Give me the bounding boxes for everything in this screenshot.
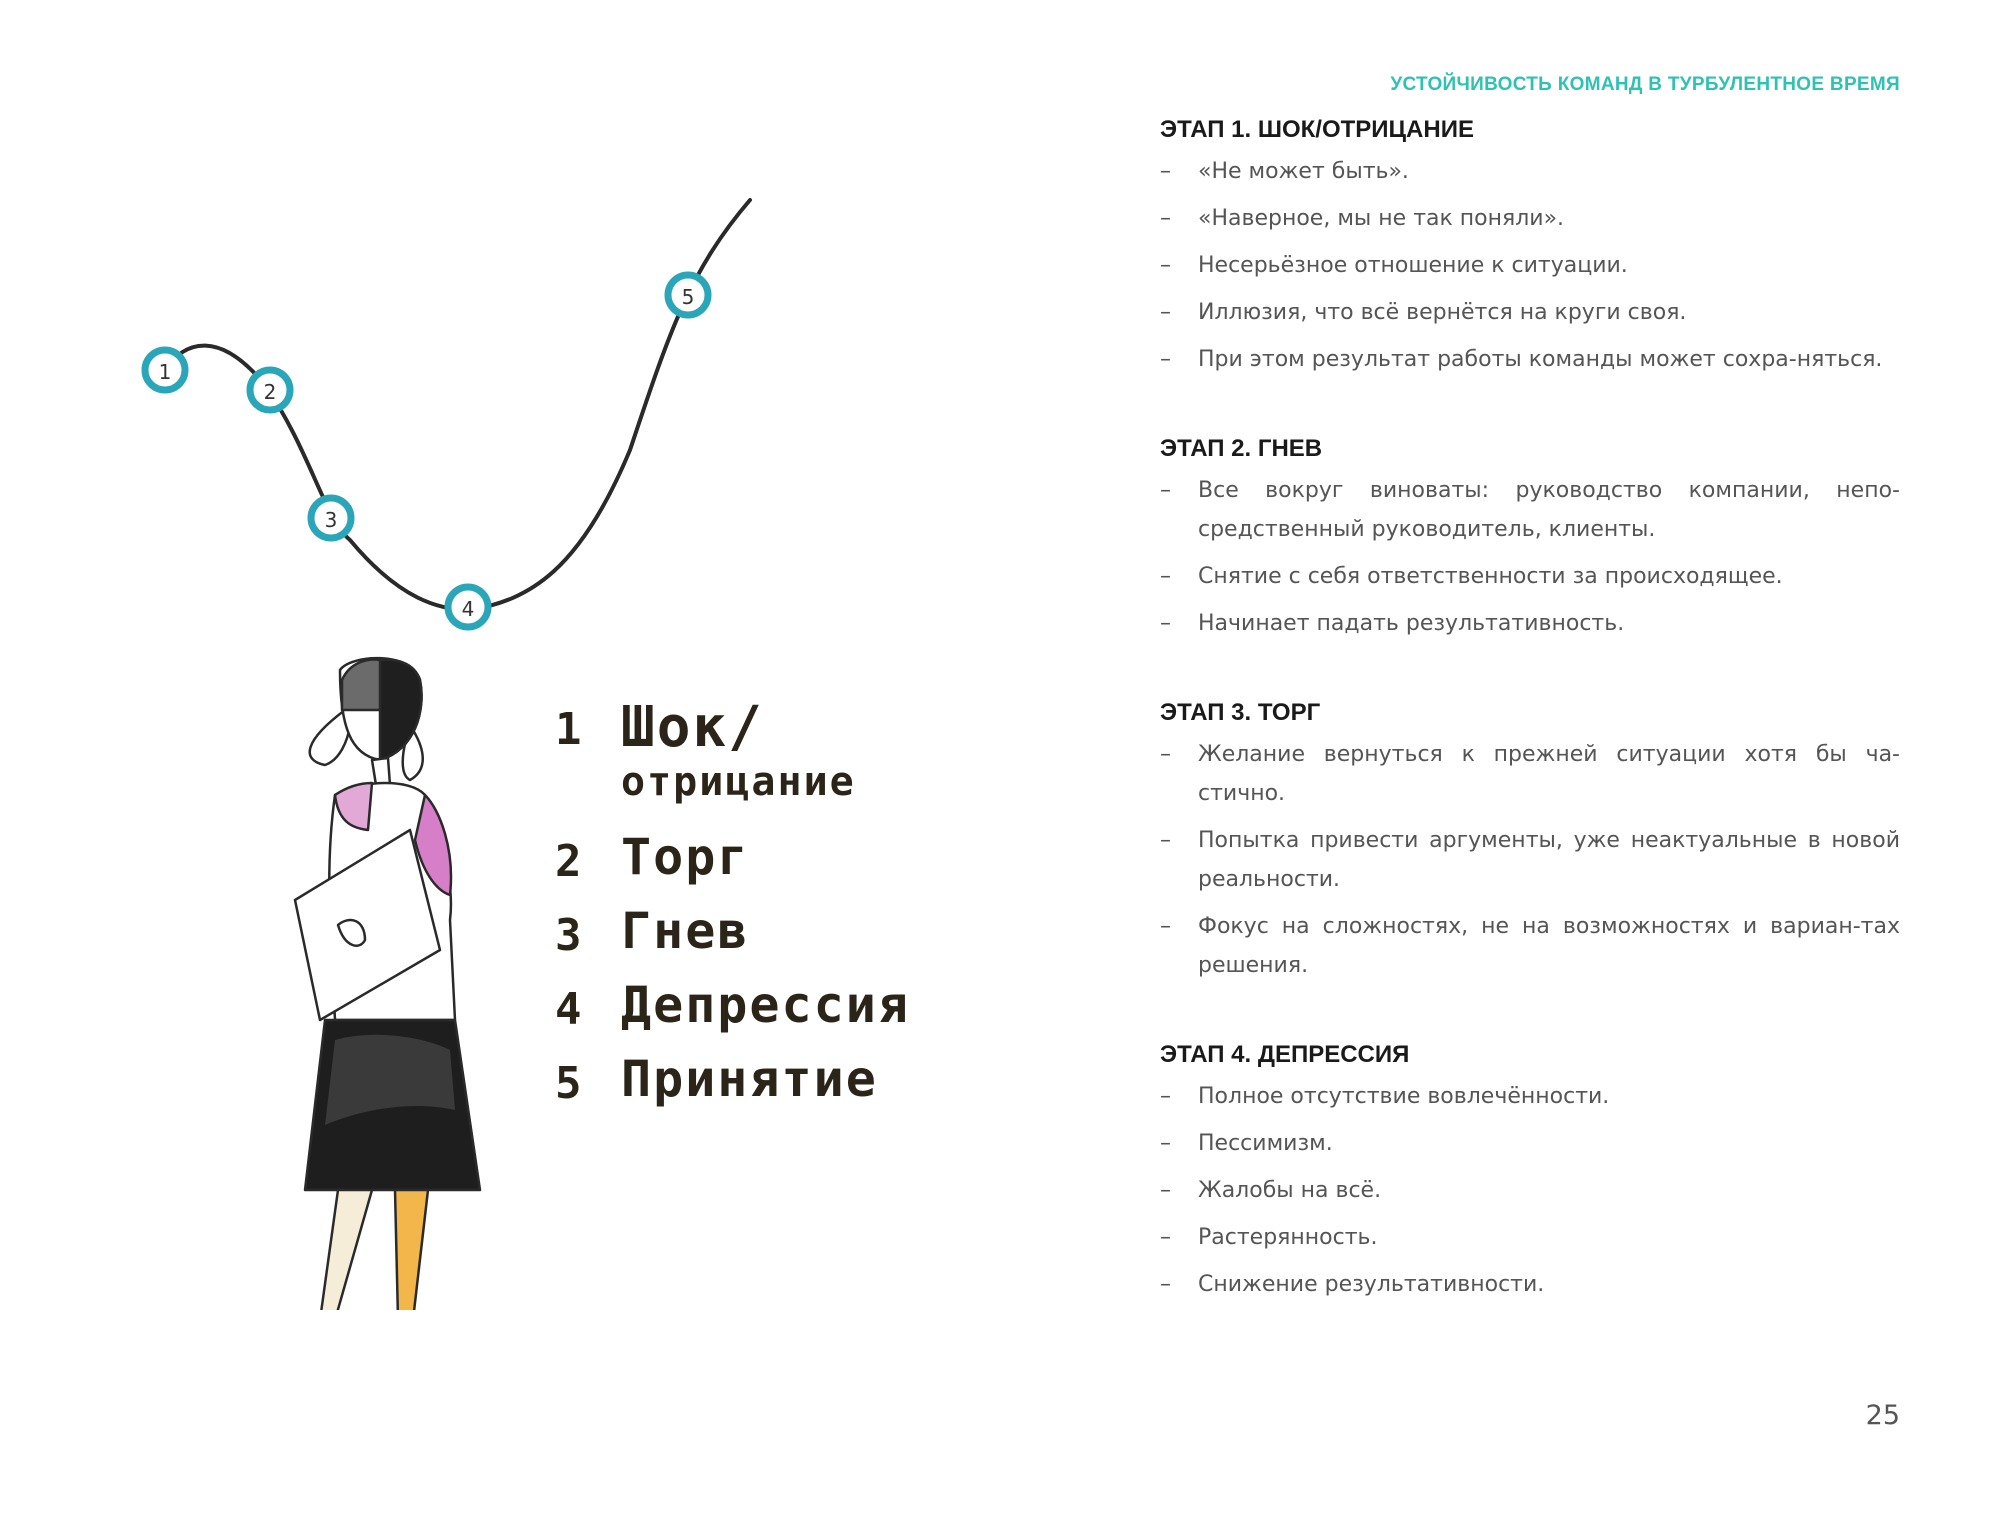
stage-title: ЭТАП 3. ТОРГ bbox=[1160, 699, 1321, 726]
list-item: – Пессимизм. bbox=[1160, 1131, 1333, 1156]
curve-marker-4 bbox=[448, 587, 488, 627]
running-head: УСТОЙЧИВОСТЬ КОМАНД В ТУРБУЛЕНТНОЕ ВРЕМЯ bbox=[1390, 74, 1900, 95]
legend-label: Принятие bbox=[621, 1050, 878, 1108]
list-item: – Начинает падать результативность. bbox=[1160, 611, 1625, 636]
stages-text bbox=[1160, 116, 1900, 1312]
marker-label: 2 bbox=[263, 380, 277, 404]
stage-2 bbox=[1160, 435, 1900, 643]
legend-label-sub: отрицание bbox=[621, 759, 856, 805]
marker-label: 4 bbox=[461, 597, 475, 621]
stage-title: ЭТАП 2. ГНЕВ bbox=[1160, 435, 1323, 462]
legend-number: 4 bbox=[555, 984, 584, 1035]
legend-item-2 bbox=[555, 828, 915, 906]
marker-label: 1 bbox=[158, 360, 172, 384]
list-item: – Несерьёзное отношение к ситуации. bbox=[1160, 253, 1628, 278]
stage-1 bbox=[1160, 116, 1900, 379]
stage-list bbox=[1160, 1077, 1900, 1304]
legend-item-1 bbox=[555, 695, 915, 832]
list-item: – Фокус на сложностях, не на возможностях и вариан-тах решения. bbox=[1160, 914, 1900, 978]
legend-item-5 bbox=[555, 1050, 915, 1128]
list-item: – «Не может быть». bbox=[1160, 159, 1409, 184]
list-item: – Попытка привести аргументы, уже неактуальные в новой реальности. bbox=[1160, 828, 1900, 892]
woman-figure bbox=[295, 658, 480, 1310]
legend-label bbox=[621, 695, 856, 805]
list-item: – Желание вернуться к прежней ситуации хотя бы ча-стично. bbox=[1160, 742, 1900, 806]
stages-legend bbox=[555, 695, 915, 1128]
stage-4 bbox=[1160, 1041, 1900, 1304]
list-item: – Жалобы на всё. bbox=[1160, 1178, 1382, 1203]
curve-marker-3 bbox=[311, 498, 351, 538]
list-item: – При этом результат работы команды может сохра-няться. bbox=[1160, 347, 1883, 372]
stage-3 bbox=[1160, 699, 1900, 985]
stages-illustration bbox=[110, 180, 930, 1310]
list-item: – Растерянность. bbox=[1160, 1225, 1378, 1250]
stage-list bbox=[1160, 735, 1900, 985]
legend-label-main: Шок/ bbox=[621, 695, 764, 760]
list-item: – Полное отсутствие вовлечённости. bbox=[1160, 1084, 1610, 1109]
page-number: 25 bbox=[1865, 1400, 1900, 1431]
curve-marker-5 bbox=[668, 275, 708, 315]
list-item: – Снятие с себя ответственности за происходящее. bbox=[1160, 564, 1783, 589]
stage-list bbox=[1160, 152, 1900, 379]
marker-label: 3 bbox=[324, 508, 338, 532]
curve-marker-1 bbox=[145, 350, 185, 390]
list-item: – «Наверное, мы не так поняли». bbox=[1160, 206, 1565, 231]
legend-item-3 bbox=[555, 902, 915, 980]
stage-list bbox=[1160, 471, 1900, 643]
stage-title: ЭТАП 1. ШОК/ОТРИЦАНИЕ bbox=[1160, 116, 1474, 143]
list-item: – Снижение результативности. bbox=[1160, 1272, 1545, 1297]
stage-title: ЭТАП 4. ДЕПРЕССИЯ bbox=[1160, 1041, 1410, 1068]
curve-marker-2 bbox=[250, 370, 290, 410]
list-item: – Все вокруг виноваты: руководство компании, непо-средственный руководитель, клиенты. bbox=[1160, 478, 1900, 542]
legend-number: 2 bbox=[555, 836, 584, 887]
legend-number: 3 bbox=[555, 910, 584, 961]
legend-label: Торг bbox=[621, 828, 750, 886]
legend-label: Гнев bbox=[621, 902, 750, 960]
marker-label: 5 bbox=[681, 285, 695, 309]
legend-item-4 bbox=[555, 976, 915, 1054]
legend-label: Депрессия bbox=[621, 976, 910, 1034]
legend-number: 1 bbox=[555, 704, 584, 755]
list-item: – Иллюзия, что всё вернётся на круги своя. bbox=[1160, 300, 1687, 325]
legend-number: 5 bbox=[555, 1058, 584, 1109]
